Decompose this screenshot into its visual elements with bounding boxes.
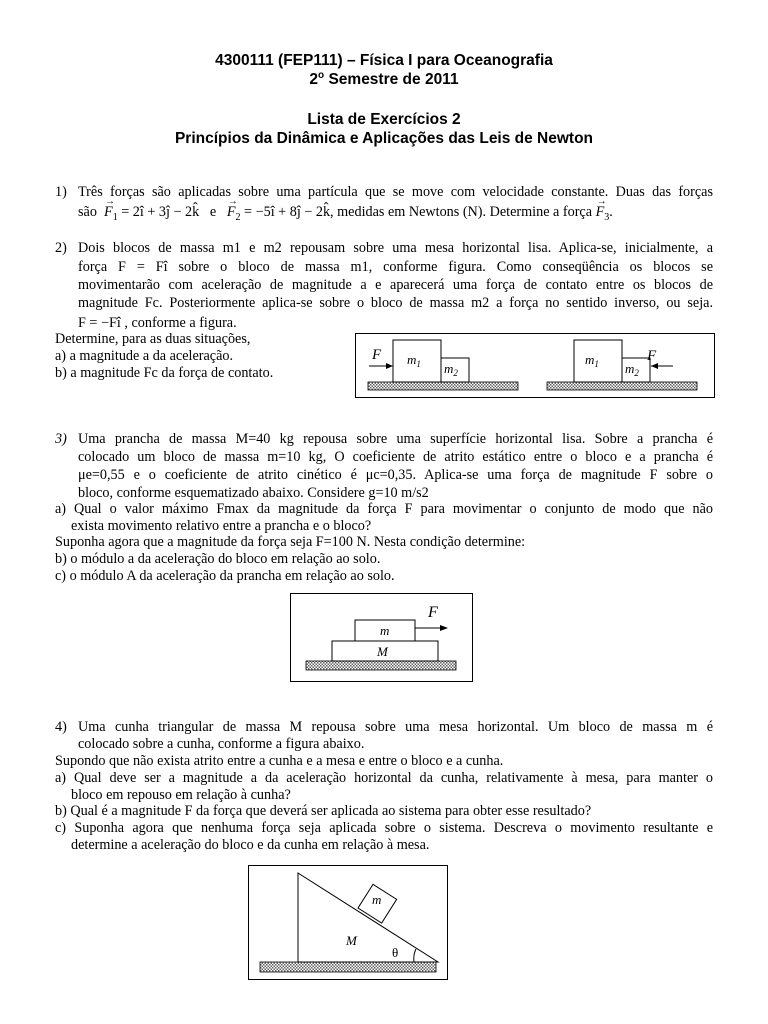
f1-symbol xyxy=(104,203,113,221)
q2-figure xyxy=(355,333,715,398)
q4-item-c2: determine a aceleração do bloco e da cunha em relação à mesa. xyxy=(71,837,430,853)
q3-force-label: F xyxy=(428,604,438,621)
f1-expression: = 2î + 3ĵ − 2k̂ xyxy=(121,204,200,220)
q4-number: 4) xyxy=(55,719,67,735)
q3-item-a1: a) Qual o valor máximo Fmax da magnitude da força F para movimentar o conjunto de modo que não xyxy=(55,501,713,517)
q2-m2-right-letter: m xyxy=(625,361,635,376)
f3-symbol xyxy=(596,203,605,221)
f2-sub: 2 xyxy=(235,211,241,223)
q2-m2-left-letter: m xyxy=(444,361,454,376)
q2-line1: Dois blocos de massa m1 e m2 repousam sobre uma mesa horizontal lisa. Aplica-se, inicialmente, a xyxy=(78,240,713,256)
q1-line2: são → $F_1$ = 2î + 3ĵ − 2k̂ $e \to F_2$ = −5î + 8ĵ − 2k̂, medidas em Newtons (N). Determine a força → $F_3$. xyxy=(78,203,613,221)
q2-m1-left-sub: 1 xyxy=(416,359,421,369)
q4-table xyxy=(260,962,436,972)
q2-m1-left-letter: m xyxy=(407,352,417,367)
f2-symbol xyxy=(227,203,236,221)
semester-line xyxy=(0,71,768,89)
q3-figure xyxy=(290,593,473,682)
q3-item-b: b) o módulo a da aceleração do bloco em relação ao solo. xyxy=(55,551,381,567)
f1-sub: 1 xyxy=(112,211,118,223)
q4-item-a1: a) Qual deve ser a magnitude a da aceleração horizontal da cunha, relativamente à mesa, para manter o xyxy=(55,770,713,786)
q2-number: 2) xyxy=(55,240,67,256)
q4-item-a2: bloco em repouso em relação à cunha? xyxy=(71,787,291,803)
q2-m1-right-sub: 1 xyxy=(594,359,599,369)
q2-table-right xyxy=(547,382,697,390)
q2-item-a: a) a magnitude a da aceleração. xyxy=(55,348,234,364)
q4-line1: Uma cunha triangular de massa M repousa sobre uma mesa horizontal. Um bloco de massa m é xyxy=(78,719,713,735)
q3-line4: bloco, conforme esquematizado abaixo. Considere g=10 m/s2 xyxy=(78,485,429,501)
f2-letter: F xyxy=(226,204,236,220)
q2-line2: força F = Fî sobre o bloco de massa m1, conforme figura. Como conseqüência os blocos se xyxy=(78,259,713,275)
f2-expression: = −5î + 8ĵ − 2k̂ xyxy=(244,204,331,220)
q4-label-theta: θ xyxy=(392,945,399,960)
q4-line2: colocado sobre a cunha, conforme a figura abaixo. xyxy=(78,736,365,752)
q2-m2-left-sub: 2 xyxy=(453,368,458,378)
q3-mid: Suponha agora que a magnitude da força seja F=100 N. Nesta condição determine: xyxy=(55,534,526,550)
q3-line2: colocado um bloco de massa m=10 kg, O coeficiente de atrito estático entre o bloco e a prancha é xyxy=(78,449,713,465)
q4-figure xyxy=(248,865,448,980)
q2-force-label-left: F xyxy=(372,347,382,363)
semester-ordinal: o xyxy=(318,69,325,81)
q3-line1: Uma prancha de massa M=40 kg repousa sobre uma superfície horizontal lisa. Sobre a prancha é xyxy=(78,431,713,447)
course-title: 4300111 (FEP111) – Física I para Oceanografia xyxy=(215,52,553,69)
q2-m1-right-letter: m xyxy=(585,352,595,367)
semester-text: Semestre de 2011 xyxy=(324,71,459,88)
q1-are: são xyxy=(78,204,97,220)
q3-item-c: c) o módulo A da aceleração da prancha em relação ao solo. xyxy=(55,568,395,584)
q1-tail: , medidas em Newtons (N). Determine a força xyxy=(330,204,593,220)
q4-label-m: m xyxy=(372,892,382,907)
q3-label-M: M xyxy=(377,644,388,659)
q4-line3: Supondo que não exista atrito entre a cunha e a mesa e entre o bloco e a cunha. xyxy=(55,753,504,769)
list-subtitle: Princípios da Dinâmica e Aplicações das Leis de Newton xyxy=(174,130,594,147)
q1-and: e xyxy=(209,204,217,220)
q2-table-left xyxy=(368,382,518,390)
semester-number: 2 xyxy=(309,71,319,88)
q2-line4: magnitude Fc. Posteriormente aplica-se sobre o bloco de massa m2 a força no sentido inverso, ou seja. xyxy=(78,295,713,311)
q3-line3: μe=0,55 e o coeficiente de atrito cinético é μc=0,35. Aplica-se uma força de magnitude F sobre o xyxy=(78,467,713,483)
q2-line3: movimentarão com aceleração de magnitude a e aparecerá uma força de contato entre os blocos de xyxy=(78,277,713,293)
q2-m2-right-sub: 2 xyxy=(634,368,639,378)
q4-item-c1: c) Suponha agora que nenhuma força seja aplicada sobre o sistema. Descreva o movimento resultante e xyxy=(55,820,713,836)
f1-letter: F xyxy=(104,204,113,220)
q2-force-label-right: F xyxy=(647,348,657,364)
f3-letter: F xyxy=(595,204,605,220)
q2-line5: F = −Fî , conforme a figura. xyxy=(78,315,237,331)
q2-item-b: b) a magnitude Fc da força de contato. xyxy=(55,365,274,381)
q3-floor xyxy=(306,661,456,670)
q3-number: 3) xyxy=(55,431,67,447)
q1-line1: Três forças são aplicadas sobre uma partícula que se move com velocidade constante. Duas das forças xyxy=(78,184,713,200)
q3-item-a2: exista movimento relativo entre a prancha e o bloco? xyxy=(71,518,372,534)
q4-item-b: b) Qual é a magnitude F da força que deverá ser aplicada ao sistema para obter esse resultado? xyxy=(55,803,592,819)
q2-line6: Determine, para as duas situações, xyxy=(55,331,251,347)
q1-number: 1) xyxy=(55,184,67,200)
list-title: Lista de Exercícios 2 xyxy=(307,111,461,128)
f3-sub: 3 xyxy=(604,211,610,223)
q3-label-m: m xyxy=(380,623,390,638)
q4-label-M: M xyxy=(346,933,357,948)
